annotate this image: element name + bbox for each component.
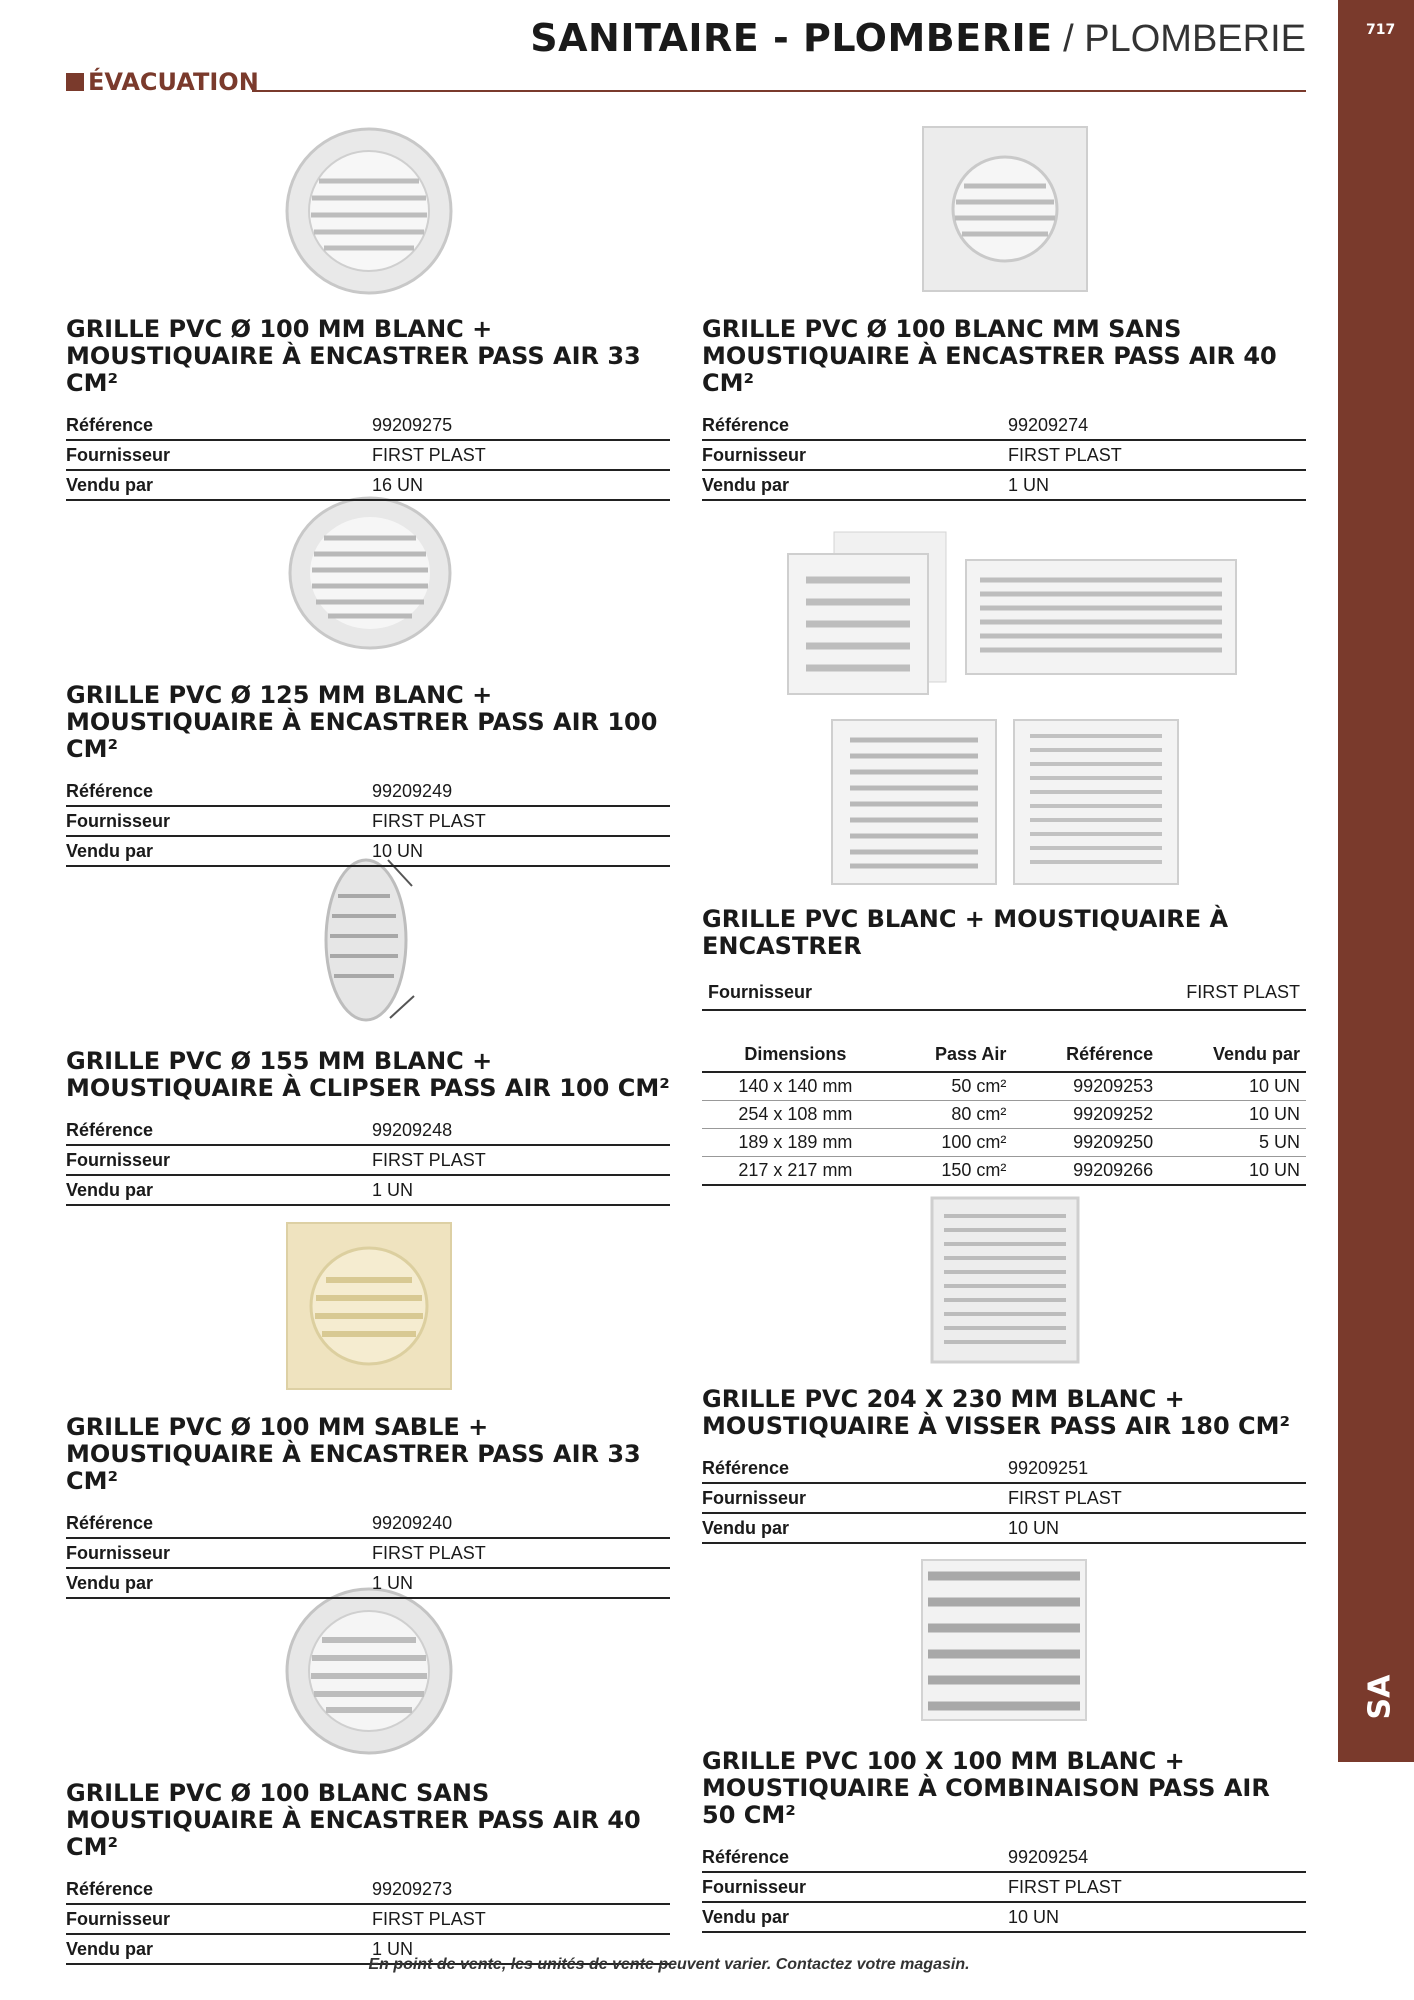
round-grille-125-image (288, 496, 452, 650)
grille-set-image (784, 530, 1240, 888)
product-card-2 (66, 682, 670, 867)
product-title: GRILLE PVC 100 X 100 MM BLANC + MOUSTIQUAIRE À COMBINAISON PASS AIR 50 CM² (702, 1747, 1270, 1829)
page-title-main: SANITAIRE - PLOMBERIE (530, 16, 1053, 60)
spec-value: 99209251 (1008, 1454, 1306, 1483)
spec-value: FIRST PLAST (1008, 440, 1306, 470)
product-title: GRILLE PVC Ø 100 BLANC SANS MOUSTIQUAIRE À ENCASTRER PASS AIR 40 CM² (66, 1779, 641, 1861)
product-card-1 (66, 316, 670, 501)
table-cell: 100 cm² (889, 1129, 1013, 1157)
spec-value: 1 UN (372, 1934, 670, 1964)
spec-value: FIRST PLAST (372, 1145, 670, 1175)
side-tab-bar (1338, 0, 1414, 1762)
table-cell: 189 x 189 mm (702, 1129, 889, 1157)
louvre-grille-image (920, 1558, 1088, 1722)
spec-value: 99209249 (372, 777, 670, 806)
spec-label: Vendu par (702, 1513, 1008, 1543)
spec-value: FIRST PLAST (372, 806, 670, 836)
spec-label: Vendu par (66, 470, 372, 500)
spec-label: Fournisseur (66, 1145, 372, 1175)
product-card-6 (702, 316, 1306, 501)
spec-label: Fournisseur (708, 982, 813, 1002)
sand-grille-image (286, 1222, 452, 1390)
spec-row-reference (702, 1843, 1306, 1872)
spec-value: 1 UN (1008, 470, 1306, 500)
spec-value: FIRST PLAST (372, 440, 670, 470)
spec-label: Vendu par (702, 470, 1008, 500)
table-cell: 99209266 (1012, 1157, 1159, 1186)
spec-label: Vendu par (66, 836, 372, 866)
multi-product-card (702, 906, 1306, 960)
product-card-5 (66, 1780, 670, 1965)
product-title: GRILLE PVC Ø 100 MM BLANC + MOUSTIQUAIRE À ENCASTRER PASS AIR 33 CM² (66, 315, 641, 397)
spec-row-supplier (66, 1904, 670, 1934)
spec-row-supplier (66, 806, 670, 836)
multi-supplier-row (702, 982, 1306, 1011)
spec-label: Référence (66, 411, 372, 440)
table-cell: 99209252 (1012, 1101, 1159, 1129)
spec-row-reference (66, 1116, 670, 1145)
table-cell: 217 x 217 mm (702, 1157, 889, 1186)
page-number: 717 (1366, 22, 1396, 38)
spec-row-sold-by (702, 1513, 1306, 1543)
spec-row-sold-by (66, 836, 670, 866)
spec-row-reference (66, 1875, 670, 1904)
product-spec-table (66, 777, 670, 867)
product-spec-table (66, 1875, 670, 1965)
spec-row-sold-by (66, 1568, 670, 1598)
spec-row-sold-by (702, 470, 1306, 500)
spec-label: Fournisseur (66, 440, 372, 470)
table-cell: 10 UN (1159, 1101, 1306, 1129)
spec-value: FIRST PLAST (372, 1538, 670, 1568)
spec-value: FIRST PLAST (1008, 1483, 1306, 1513)
table-row (702, 1129, 1306, 1157)
spec-row-sold-by (702, 1902, 1306, 1932)
product-card-4 (66, 1414, 670, 1599)
spec-value: 99209254 (1008, 1843, 1306, 1872)
spec-value: 99209248 (372, 1116, 670, 1145)
spec-label: Référence (702, 1454, 1008, 1483)
page-title (530, 16, 1306, 61)
table-row (702, 1101, 1306, 1129)
spec-label: Fournisseur (66, 806, 372, 836)
spec-label: Vendu par (702, 1902, 1008, 1932)
table-cell: 5 UN (1159, 1129, 1306, 1157)
spec-label: Vendu par (66, 1568, 372, 1598)
column-header: Référence (1012, 1038, 1159, 1072)
product-card-3 (66, 1048, 670, 1206)
spec-value: 16 UN (372, 470, 670, 500)
spec-value: FIRST PLAST (1008, 1872, 1306, 1902)
spec-row-supplier (66, 1538, 670, 1568)
section-label: ÉVACUATION (88, 68, 259, 96)
round-grille-image (284, 126, 454, 296)
spec-label: Vendu par (66, 1175, 372, 1205)
spec-row-reference (66, 411, 670, 440)
spec-value: FIRST PLAST (372, 1904, 670, 1934)
spec-row-supplier (702, 440, 1306, 470)
page-title-sub: PLOMBERIE (1084, 18, 1306, 60)
spec-row-reference (702, 411, 1306, 440)
round-grille-no-mesh-image (284, 1586, 454, 1756)
spec-value: 10 UN (1008, 1513, 1306, 1543)
spec-value: 1 UN (372, 1175, 670, 1205)
product-spec-table (702, 1454, 1306, 1544)
product-title: GRILLE PVC 204 X 230 MM BLANC + MOUSTIQUAIRE À VISSER PASS AIR 180 CM² (702, 1385, 1291, 1440)
spec-value: 99209275 (372, 411, 670, 440)
square-round-grille-image (922, 126, 1088, 292)
multi-spec-table (702, 1038, 1306, 1186)
spec-label: Fournisseur (702, 440, 1008, 470)
product-spec-table (66, 1116, 670, 1206)
spec-label: Référence (66, 1116, 372, 1145)
spec-value: 10 UN (1008, 1902, 1306, 1932)
spec-row-sold-by (66, 1175, 670, 1205)
spec-label: Référence (702, 411, 1008, 440)
section-heading (66, 68, 259, 96)
spec-value: 10 UN (372, 836, 670, 866)
product-spec-table (702, 411, 1306, 501)
clip-grille-image (318, 856, 420, 1024)
column-header: Vendu par (1159, 1038, 1306, 1072)
spec-value: 1 UN (372, 1568, 670, 1598)
spec-row-reference (66, 1509, 670, 1538)
spec-row-supplier (702, 1872, 1306, 1902)
spec-row-sold-by (66, 470, 670, 500)
table-header-row (702, 1038, 1306, 1072)
table-row (702, 1072, 1306, 1101)
spec-row-supplier (66, 440, 670, 470)
table-cell: 150 cm² (889, 1157, 1013, 1186)
column-header: Pass Air (889, 1038, 1013, 1072)
spec-label: Vendu par (66, 1934, 372, 1964)
table-cell: 10 UN (1159, 1157, 1306, 1186)
spec-row-supplier (702, 1483, 1306, 1513)
spec-value: FIRST PLAST (1186, 982, 1300, 1002)
spec-value: 99209273 (372, 1875, 670, 1904)
spec-row-reference (66, 777, 670, 806)
product-spec-table (702, 1843, 1306, 1933)
table-cell: 80 cm² (889, 1101, 1013, 1129)
product-title: GRILLE PVC BLANC + MOUSTIQUAIRE À ENCASTRER (702, 905, 1229, 960)
spec-label: Référence (66, 777, 372, 806)
product-spec-table (66, 411, 670, 501)
product-card-7 (702, 1386, 1306, 1544)
spec-label: Fournisseur (66, 1538, 372, 1568)
product-card-8 (702, 1748, 1306, 1933)
spec-label: Fournisseur (702, 1483, 1008, 1513)
spec-row-reference (702, 1454, 1306, 1483)
table-cell: 10 UN (1159, 1072, 1306, 1101)
spec-label: Fournisseur (66, 1904, 372, 1934)
table-cell: 254 x 108 mm (702, 1101, 889, 1129)
spec-label: Référence (702, 1843, 1008, 1872)
column-header: Dimensions (702, 1038, 889, 1072)
table-cell: 99209250 (1012, 1129, 1159, 1157)
side-tab-label: SA (1362, 1674, 1398, 1720)
product-title: GRILLE PVC Ø 125 MM BLANC + MOUSTIQUAIRE À ENCASTRER PASS AIR 100 CM² (66, 681, 658, 763)
table-cell: 50 cm² (889, 1072, 1013, 1101)
footer-note: En point de vente, les unités de vente peuvent varier. Contactez votre magasin. (368, 1956, 970, 1973)
spec-label: Fournisseur (702, 1872, 1008, 1902)
spec-value: 99209240 (372, 1509, 670, 1538)
square-grille-204-image (930, 1196, 1080, 1364)
table-row (702, 1157, 1306, 1186)
section-divider (252, 90, 1306, 92)
product-spec-table (66, 1509, 670, 1599)
table-cell: 140 x 140 mm (702, 1072, 889, 1101)
product-title: GRILLE PVC Ø 155 MM BLANC + MOUSTIQUAIRE À CLIPSER PASS AIR 100 CM² (66, 1047, 670, 1102)
spec-label: Référence (66, 1509, 372, 1538)
spec-row-supplier (66, 1145, 670, 1175)
spec-value: 99209274 (1008, 411, 1306, 440)
page-title-sep: / (1052, 18, 1085, 60)
table-cell: 99209253 (1012, 1072, 1159, 1101)
product-title: GRILLE PVC Ø 100 BLANC MM SANS MOUSTIQUAIRE À ENCASTRER PASS AIR 40 CM² (702, 315, 1277, 397)
section-square-icon (66, 73, 84, 91)
spec-label: Référence (66, 1875, 372, 1904)
product-title: GRILLE PVC Ø 100 MM SABLE + MOUSTIQUAIRE À ENCASTRER PASS AIR 33 CM² (66, 1413, 641, 1495)
